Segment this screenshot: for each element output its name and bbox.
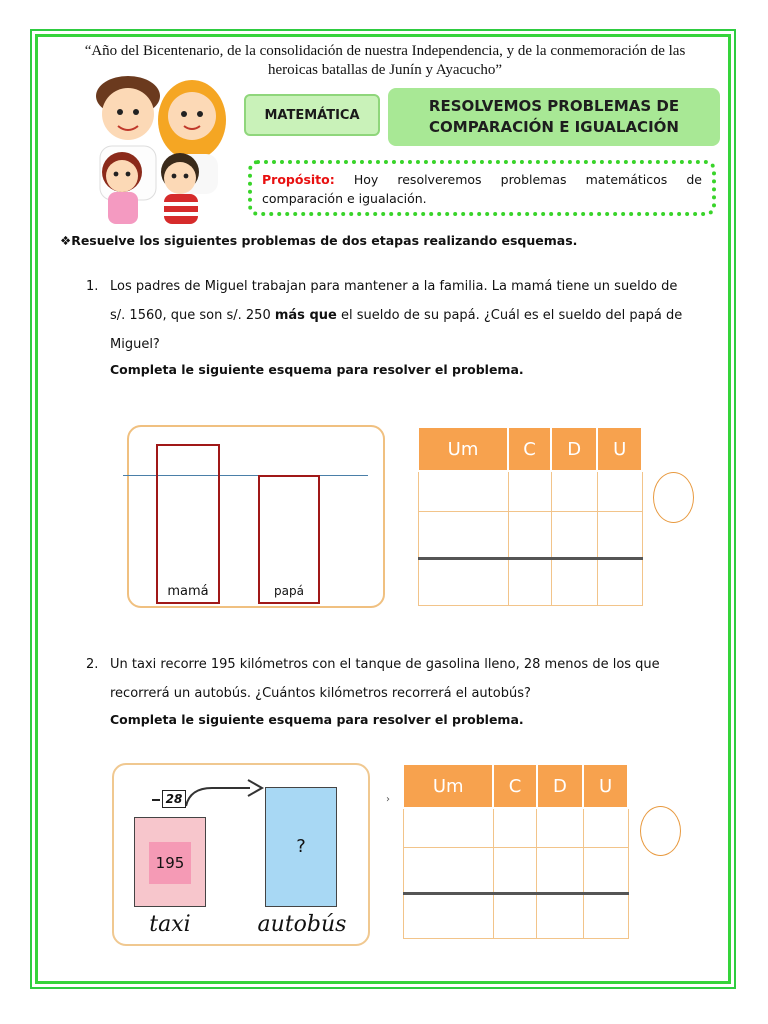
cell[interactable] — [551, 471, 597, 512]
cell[interactable] — [403, 808, 493, 848]
problem-1 — [86, 272, 686, 362]
place-value-table-1 — [417, 426, 643, 606]
bar-autobus: ? — [265, 787, 337, 907]
cell[interactable] — [418, 471, 508, 512]
cell[interactable] — [418, 559, 508, 606]
cell[interactable] — [403, 893, 493, 938]
label-autobus: autobús — [257, 912, 347, 937]
cell[interactable] — [597, 512, 642, 559]
cell[interactable] — [537, 848, 584, 893]
label-taxi: taxi — [149, 912, 191, 937]
place-value-table-2 — [402, 763, 629, 939]
family-icon — [80, 68, 240, 224]
cell[interactable] — [493, 848, 536, 893]
header-u: U — [597, 427, 642, 471]
label-mama: mamá — [167, 584, 209, 599]
small-arrow-icon: › — [386, 794, 390, 805]
operation-circle-1[interactable] — [653, 472, 694, 523]
header-d: D — [551, 427, 597, 471]
taxi-value: 195 — [149, 842, 191, 884]
cell[interactable] — [537, 808, 584, 848]
cell[interactable] — [508, 559, 551, 606]
cell[interactable] — [508, 512, 551, 559]
cell[interactable] — [583, 808, 628, 848]
problem-2 — [86, 650, 686, 710]
bar-mama — [156, 444, 220, 604]
purpose-text: Hoy resolveremos problemas matemáticos de comparación e igualación. — [262, 172, 702, 206]
cell[interactable] — [508, 471, 551, 512]
problem-2-number: 2. — [86, 657, 99, 672]
subject-box: MATEMÁTICA — [244, 94, 380, 136]
cell[interactable] — [493, 808, 536, 848]
problem-1-text-a: Los padres de Miguel trabajan para mantener a la familia. La mamá tiene un sueldo de s/. 1560, que son s/. 250 — [110, 279, 678, 323]
purpose-label: Propósito: — [262, 172, 335, 187]
instruction: ❖Resuelve los siguientes problemas de dos etapas realizando esquemas. — [60, 233, 578, 248]
header-d: D — [537, 764, 584, 808]
cell[interactable] — [583, 893, 628, 938]
cell[interactable] — [493, 893, 536, 938]
problem-2-complete: Completa le siguiente esquema para resolver el problema. — [110, 712, 524, 727]
header-u: U — [583, 764, 628, 808]
cell[interactable] — [583, 848, 628, 893]
cell[interactable] — [551, 512, 597, 559]
cell[interactable] — [418, 512, 508, 559]
operation-circle-2[interactable] — [640, 806, 681, 856]
problem-2-text: Un taxi recorre 195 kilómetros con el tanque de gasolina lleno, 28 menos de los que recorrerá un autobús. ¿Cuántos kilómetros recorrerá el autobús? — [110, 657, 660, 701]
problem-1-text — [110, 272, 686, 359]
difference-label: 28 — [162, 790, 186, 808]
header-um: Um — [403, 764, 493, 808]
cell[interactable] — [551, 559, 597, 606]
title-line-1: RESOLVEMOS PROBLEMAS DE — [428, 97, 680, 115]
label-papa: papá — [274, 584, 304, 598]
title-line-2: COMPARACIÓN E IGUALACIÓN — [429, 118, 679, 136]
purpose-box — [248, 160, 716, 216]
problem-1-complete: Completa le siguiente esquema para resolver el problema. — [110, 362, 524, 377]
header-text: “Año del Bicentenario, de la consolidación de nuestra Independencia, y de la conmemoración de las heroicas batallas de Junín y Ayacucho” — [84, 43, 686, 78]
problem-1-text-bold: más que — [274, 308, 337, 323]
title-box — [388, 88, 720, 146]
bar-taxi — [134, 817, 206, 907]
cell[interactable] — [597, 559, 642, 606]
cell[interactable] — [403, 848, 493, 893]
header-um: Um — [418, 427, 508, 471]
header-c: C — [508, 427, 551, 471]
header-c: C — [493, 764, 536, 808]
cell[interactable] — [597, 471, 642, 512]
problem-1-text-b: el sueldo de su papá. ¿Cuál es el sueldo del papá de Miguel? — [110, 308, 683, 352]
cell[interactable] — [537, 893, 584, 938]
problem-1-number: 1. — [86, 279, 99, 294]
